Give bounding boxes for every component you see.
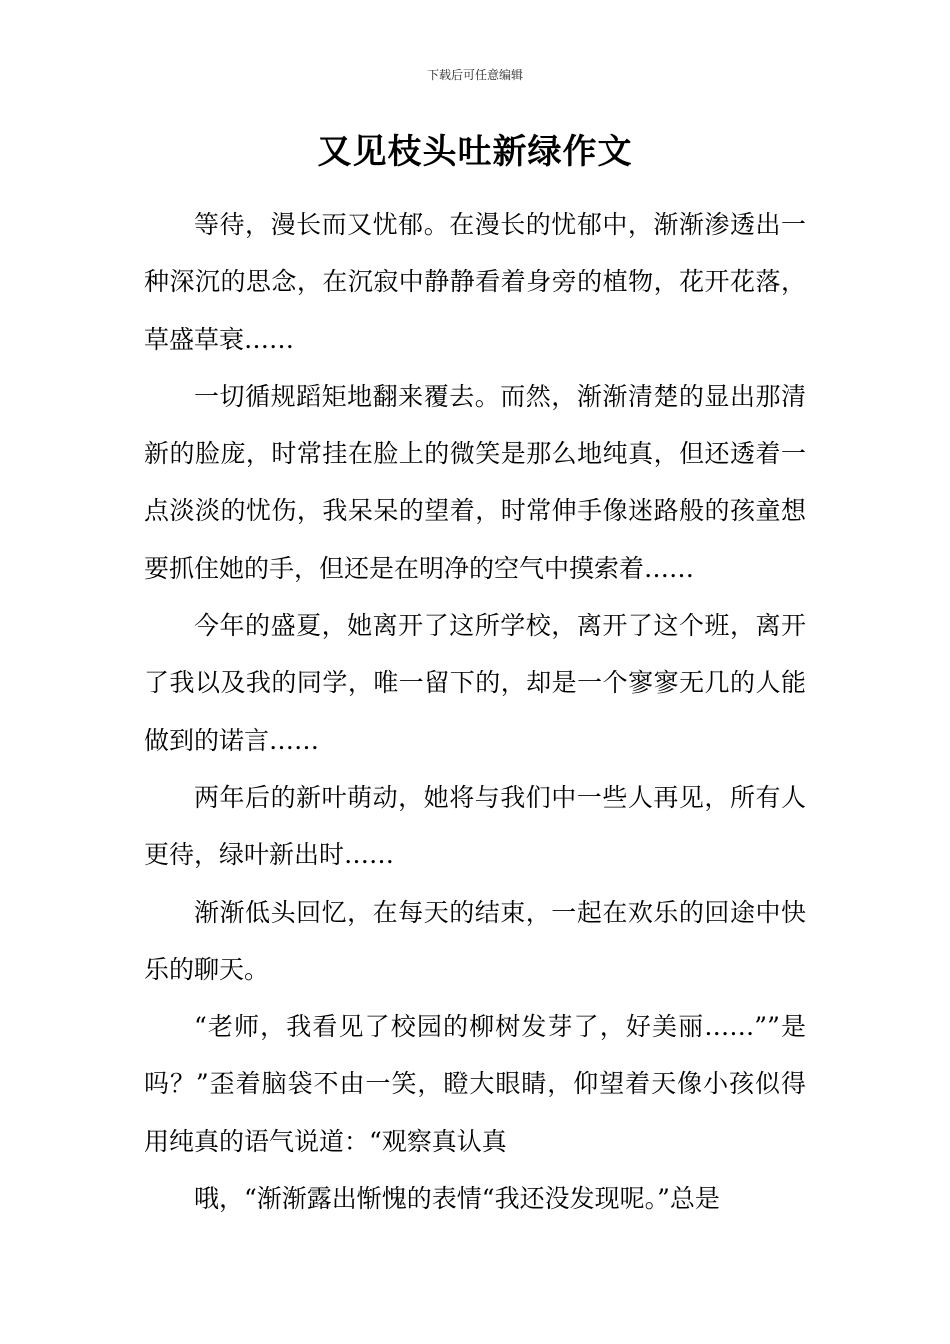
document-title: 又见枝头吐新绿作文: [317, 132, 633, 172]
paragraph: 一切循规蹈矩地翻来覆去。而然，渐渐清楚的显出那清新的脸庞，时常挂在脸上的微笑是那么地纯真，但还透着一点淡淡的忧伤，我呆呆的望着，时常伸手像迷路般的孩童想要抓住她的手，但还是在明净的空气中摸索着……: [144, 381, 806, 583]
header-note: 下载后可任意编辑: [426, 68, 523, 82]
paragraph: 等待，漫长而又忧郁。在漫长的忧郁中，渐渐渗透出一种深沉的思念，在沉寂中静静看着身旁的植物，花开花落，草盛草衰……: [144, 210, 806, 354]
paragraph: “老师，我看见了校园的柳树发芽了，好美丽……””是吗？”歪着脑袋不由一笑，瞪大眼睛，仰望着天像小孩似得用纯真的语气说道：“观察真认真: [144, 1012, 806, 1156]
paragraph: 哦，“渐渐露出惭愧的表情“我还没发现呢。”总是: [194, 1184, 720, 1214]
paragraph: 今年的盛夏，她离开了这所学校，离开了这个班，离开了我以及我的同学，唯一留下的，却是一个寥寥无几的人能做到的诺言……: [144, 611, 806, 755]
document-body: [144, 196, 806, 1227]
paragraph: 渐渐低头回忆，在每天的结束，一起在欢乐的回途中快乐的聊天。: [144, 897, 806, 984]
paragraph: 两年后的新叶萌动，她将与我们中一些人再见，所有人更待，绿叶新出时……: [144, 782, 806, 870]
